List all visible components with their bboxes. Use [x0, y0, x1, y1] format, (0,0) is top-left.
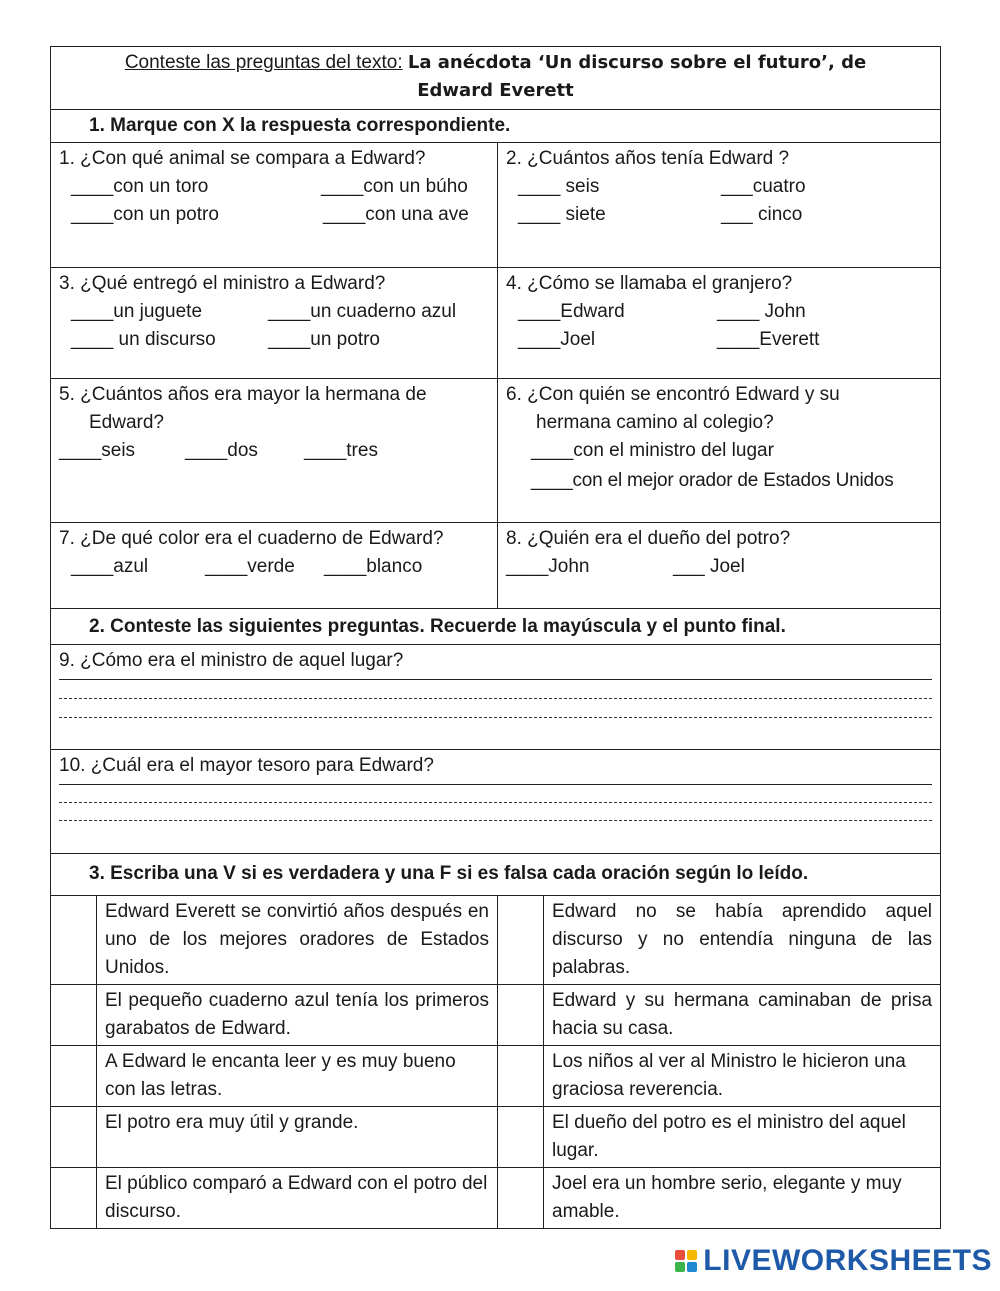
- q6-option-ministro[interactable]: ____con el ministro del lugar: [531, 440, 774, 461]
- q4-option-john[interactable]: ____ John: [717, 301, 806, 322]
- question-7: [51, 523, 498, 609]
- question-1: [51, 143, 498, 268]
- question-2: [498, 143, 941, 268]
- question-5: [51, 379, 498, 523]
- question-4-text: 4. ¿Cómo se llamaba el granjero?: [506, 273, 793, 294]
- vf-answer-box[interactable]: [498, 1107, 544, 1168]
- title-text-line2: Edward Everett: [417, 80, 574, 101]
- vf-statement: Los niños al ver al Ministro le hicieron una graciosa reverencia.: [544, 1046, 941, 1107]
- question-6: [498, 379, 941, 523]
- q8-option-joel[interactable]: ___ Joel: [673, 556, 745, 577]
- vf-answer-box[interactable]: [498, 896, 544, 985]
- vf-answer-box[interactable]: [498, 1046, 544, 1107]
- q4-option-edward[interactable]: ____Edward: [518, 301, 625, 322]
- q6-option-orador[interactable]: ____con el mejor orador de Estados Unidos: [531, 470, 894, 491]
- logo-icon: [675, 1250, 697, 1272]
- q3-option-cuaderno[interactable]: ____un cuaderno azul: [268, 301, 457, 322]
- q3-option-discurso[interactable]: ____ un discurso: [71, 329, 216, 350]
- q4-option-everett[interactable]: ____Everett: [717, 329, 820, 350]
- q7-option-azul[interactable]: ____azul: [71, 556, 149, 577]
- worksheet-title: [51, 47, 941, 110]
- q7-option-verde[interactable]: ____verde: [205, 556, 295, 577]
- vf-statement: Joel era un hombre serio, elegante y muy amable.: [544, 1168, 941, 1229]
- vf-statement: Edward Everett se convirtió años después en uno de los mejores oradores de Estados Unidos.: [97, 896, 498, 985]
- question-9-text: 9. ¿Cómo era el ministro de aquel lugar?: [59, 650, 404, 671]
- vf-answer-box[interactable]: [498, 1168, 544, 1229]
- logo-square: [675, 1262, 685, 1272]
- vf-statement: Edward no se había aprendido aquel discurso y no entendía ninguna de las palabras.: [544, 896, 941, 985]
- logo-text: LIVEWORKSHEETS: [703, 1244, 992, 1277]
- vf-statement: El potro era muy útil y grande.: [97, 1107, 498, 1168]
- question-5-text: 5. ¿Cuántos años era mayor la hermana de: [59, 384, 427, 405]
- section2-heading: 2. Conteste las siguientes preguntas. Recuerde la mayúscula y el punto final.: [51, 609, 941, 645]
- question-10-text: 10. ¿Cuál era el mayor tesoro para Edward?: [59, 755, 434, 776]
- question-7-text: 7. ¿De qué color era el cuaderno de Edward?: [59, 528, 444, 549]
- question-9: [51, 645, 941, 750]
- vf-answer-box[interactable]: [51, 1046, 97, 1107]
- vf-answer-box[interactable]: [498, 985, 544, 1046]
- question-8-text: 8. ¿Quién era el dueño del potro?: [506, 528, 791, 549]
- section3-heading: 3. Escriba una V si es verdadera y una F si es falsa cada oración según lo leído.: [51, 854, 941, 896]
- q1-option-ave[interactable]: ____con una ave: [323, 204, 469, 225]
- logo-square: [687, 1262, 697, 1272]
- question-1-text: 1. ¿Con qué animal se compara a Edward?: [59, 148, 426, 169]
- question-6-text-cont: hermana camino al colegio?: [536, 412, 774, 433]
- q5-option-dos[interactable]: ____dos: [185, 440, 258, 461]
- logo-square: [675, 1250, 685, 1260]
- question-9-answer[interactable]: [59, 679, 932, 718]
- q1-option-potro[interactable]: ____con un potro: [71, 204, 219, 225]
- question-10-answer[interactable]: [59, 784, 932, 821]
- vf-answer-box[interactable]: [51, 1107, 97, 1168]
- q1-option-toro[interactable]: ____con un toro: [71, 176, 209, 197]
- vf-answer-box[interactable]: [51, 985, 97, 1046]
- question-4: [498, 268, 941, 379]
- q8-option-john[interactable]: ____John: [506, 556, 590, 577]
- vf-statement: El dueño del potro es el ministro del aquel lugar.: [544, 1107, 941, 1168]
- question-5-text-cont: Edward?: [89, 412, 164, 433]
- q4-option-joel[interactable]: ____Joel: [518, 329, 596, 350]
- question-6-text: 6. ¿Con quién se encontró Edward y su: [506, 384, 840, 405]
- q1-option-buho[interactable]: ____con un búho: [321, 176, 468, 197]
- question-10: [51, 750, 941, 854]
- worksheet-table: [50, 46, 941, 1229]
- q2-option-seis[interactable]: ____ seis: [518, 176, 600, 197]
- q2-option-cinco[interactable]: ___ cinco: [721, 204, 803, 225]
- vf-answer-box[interactable]: [51, 896, 97, 985]
- worksheet: [50, 46, 940, 1229]
- q7-option-blanco[interactable]: ____blanco: [324, 556, 423, 577]
- question-3: [51, 268, 498, 379]
- vf-statement: El pequeño cuaderno azul tenía los primeros garabatos de Edward.: [97, 985, 498, 1046]
- title-text-line1: La anécdota ‘Un discurso sobre el futuro’, de: [407, 52, 867, 73]
- question-3-text: 3. ¿Qué entregó el ministro a Edward?: [59, 273, 386, 294]
- q2-option-cuatro[interactable]: ___cuatro: [721, 176, 806, 197]
- vf-answer-box[interactable]: [51, 1168, 97, 1229]
- logo-square: [687, 1250, 697, 1260]
- q5-option-tres[interactable]: ____tres: [304, 440, 378, 461]
- q3-option-juguete[interactable]: ____un juguete: [71, 301, 203, 322]
- section1-heading: 1. Marque con X la respuesta correspondiente.: [51, 110, 941, 143]
- q2-option-siete[interactable]: ____ siete: [518, 204, 606, 225]
- vf-statement: Edward y su hermana caminaban de prisa hacia su casa.: [544, 985, 941, 1046]
- q3-option-potro[interactable]: ____un potro: [268, 329, 380, 350]
- vf-statement: A Edward le encanta leer y es muy bueno con las letras.: [97, 1046, 498, 1107]
- question-8: [498, 523, 941, 609]
- title-lead: Conteste las preguntas del texto:: [124, 52, 403, 73]
- liveworksheets-logo[interactable]: [675, 1243, 992, 1279]
- question-2-text: 2. ¿Cuántos años tenía Edward ?: [506, 148, 790, 169]
- vf-statement: El público comparó a Edward con el potro del discurso.: [97, 1168, 498, 1229]
- q5-option-seis[interactable]: ____seis: [59, 440, 136, 461]
